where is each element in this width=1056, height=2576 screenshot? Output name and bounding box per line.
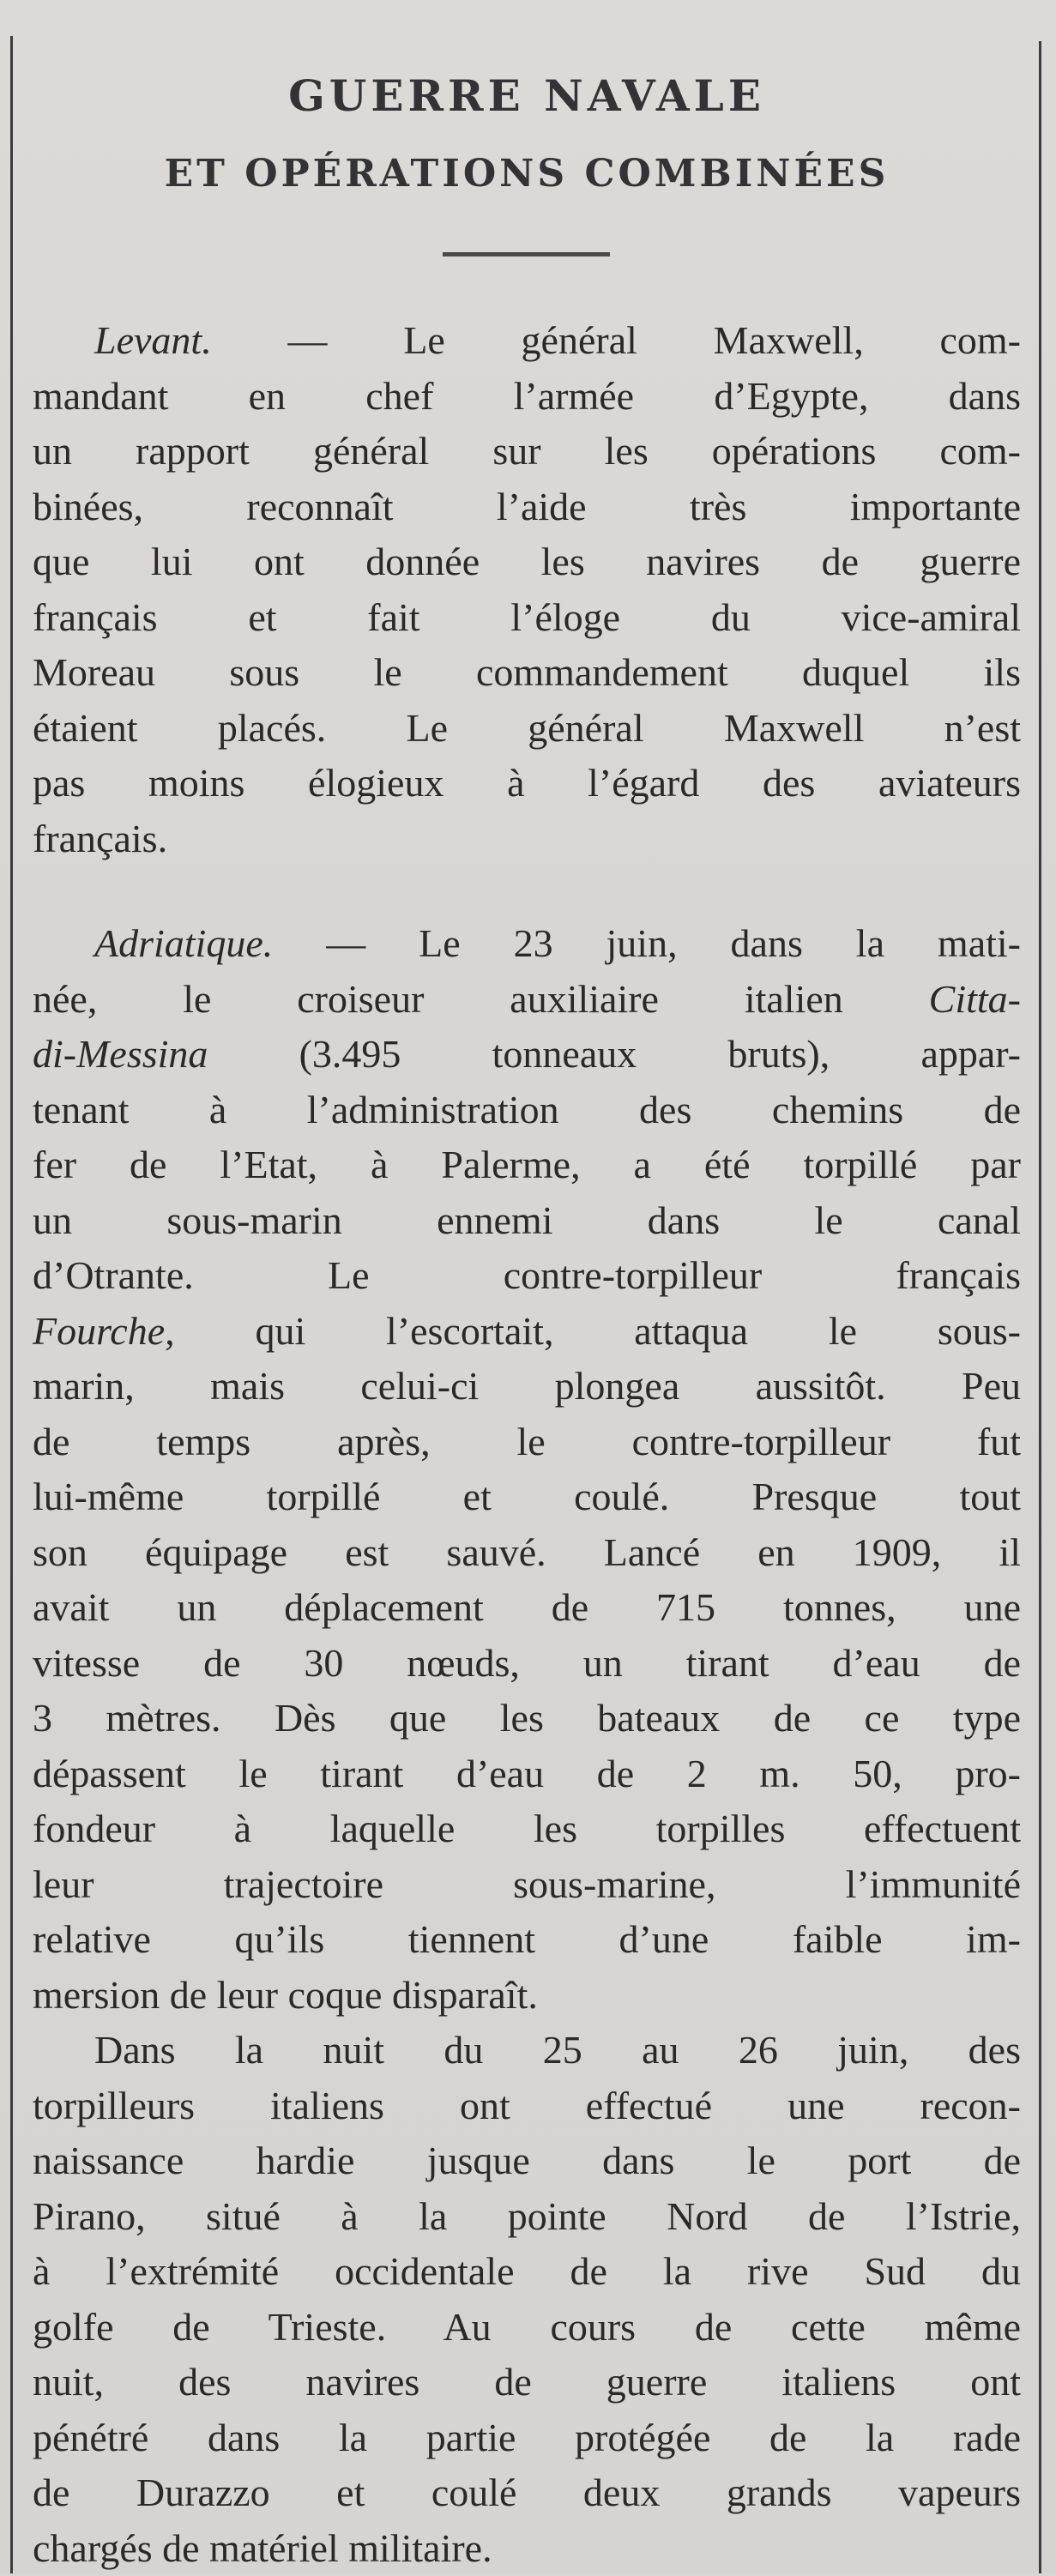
text-line: relative qu’ils tiennent d’une faible im- [33,1912,1021,1968]
text-line: fer de l’Etat, à Palerme, a été torpillé par [33,1137,1021,1193]
article-title-line-1: GUERRE NAVALE [33,70,1021,121]
text-line: pas moins élogieux à l’égard des aviateurs [33,756,1021,811]
column-rule-right [1039,41,1041,2573]
text-line: d’Otrante. Le contre-torpilleur français [33,1248,1021,1304]
text-line: mandant en chef l’armée d’Egypte, dans [33,369,1021,425]
text-line: Adriatique. — Le 23 juin, dans la mati- [33,916,1021,972]
section-heading-adriatique: Adriatique. [94,921,273,965]
text-line: binées, reconnaît l’aide très importante [33,480,1021,535]
paragraph-levant [33,313,1021,866]
text-line: vitesse de 30 nœuds, un tirant d’eau de [33,1636,1021,1692]
text-line: son équipage est sauvé. Lancé en 1909, il [33,1525,1021,1581]
ship-name-messina: di-Messina [33,1032,208,1076]
text-line: étaient placés. Le général Maxwell n’est [33,701,1021,757]
paragraph-night-raid [33,2023,1021,2576]
title-divider [443,252,610,256]
text-line: Moreau sous le commandement duquel ils [33,645,1021,701]
text-line: Levant. — Le général Maxwell, com- [33,313,1021,369]
article-body [33,313,1021,2576]
paragraph-adriatique [33,916,1021,2023]
text-line: un rapport général sur les opérations com- [33,424,1021,480]
ship-name-citta: Citta- [929,977,1021,1021]
ship-name-fourche: Fourche, [33,1309,175,1353]
text-line: chargés de matériel militaire. [33,2521,1021,2576]
text-line: torpilleurs italiens ont effectué une recon- [33,2078,1021,2134]
text-line: de temps après, le contre-torpilleur fut [33,1415,1021,1470]
column-rule-left [10,36,13,2573]
text-line: fondeur à laquelle les torpilles effectuent [33,1801,1021,1857]
text-line: un sous-marin ennemi dans le canal [33,1193,1021,1249]
text-line: marin, mais celui-ci plongea aussitôt. Peu [33,1359,1021,1415]
text-line: golfe de Trieste. Au cours de cette même [33,2300,1021,2356]
text-line: à l’extrémité occidentale de la rive Sud du [33,2244,1021,2300]
text-line: français et fait l’éloge du vice-amiral [33,590,1021,646]
text-line: tenant à l’administration des chemins de [33,1083,1021,1138]
paragraph-gap [33,866,1021,916]
text-line: dépassent le tirant d’eau de 2 m. 50, pro- [33,1746,1021,1802]
text-line: que lui ont donnée les navires de guerre [33,534,1021,590]
text-line: 3 mètres. Dès que les bateaux de ce type [33,1691,1021,1746]
section-heading-levant: Levant. [94,318,212,362]
article-title-line-2: ET OPÉRATIONS COMBINÉES [33,152,1021,196]
text-line: de Durazzo et coulé deux grands vapeurs [33,2465,1021,2521]
text-line: avait un déplacement de 715 tonnes, une [33,1580,1021,1636]
text-line: Dans la nuit du 25 au 26 juin, des [33,2023,1021,2078]
text-line: Fourche, qui l’escortait, attaqua le sous- [33,1304,1021,1360]
text-line: di-Messina (3.495 tonneaux bruts), appar- [33,1027,1021,1083]
text-line: français. [33,811,1021,867]
text-line: mersion de leur coque disparaît. [33,1968,1021,2024]
text-line: leur trajectoire sous-marine, l’immunité [33,1857,1021,1913]
text-line: lui-même torpillé et coulé. Presque tout [33,1469,1021,1525]
text-line: pénétré dans la partie protégée de la rade [33,2410,1021,2466]
text-line: née, le croiseur auxiliaire italien Citta- [33,972,1021,1028]
text-line: Pirano, situé à la pointe Nord de l’Istrie, [33,2189,1021,2245]
text-line: naissance hardie jusque dans le port de [33,2133,1021,2189]
text-line: nuit, des navires de guerre italiens ont [33,2355,1021,2410]
